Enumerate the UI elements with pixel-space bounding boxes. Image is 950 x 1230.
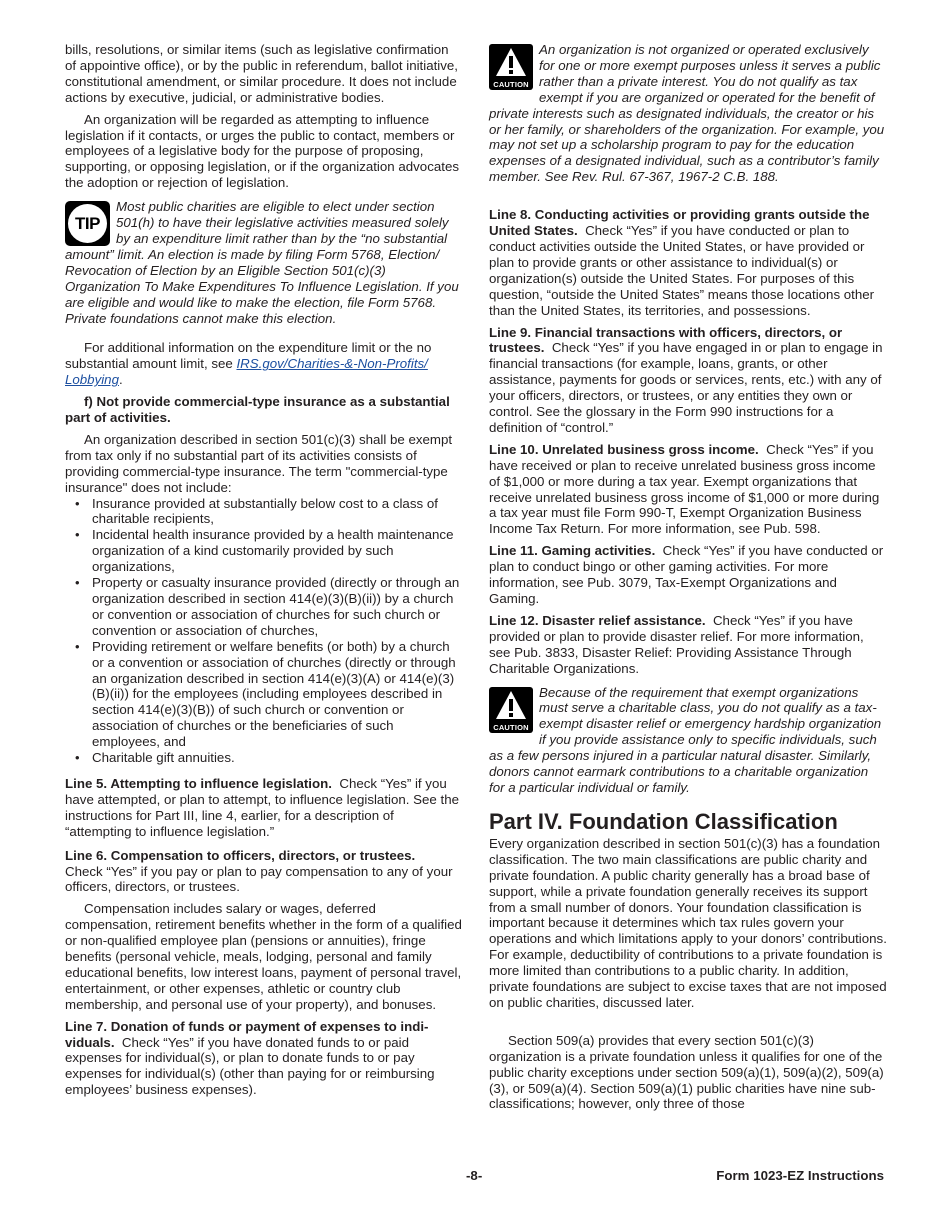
caution-icon — [489, 44, 533, 90]
line-5-text: Check “Yes” if you have attempted, or plan to attempt, to influence legislation. See the instructions for Part III, line 4, earlier, for a description of “attempting to influence legislation.” — [65, 775, 459, 839]
part-iv-heading: Part IV. Foundation Classification — [489, 808, 838, 834]
line-6-text: Check “Yes” if you pay or plan to pay compensation to any of your officers, directors, or trustees. — [65, 863, 453, 895]
list-item-text: Charitable gift annuities. — [92, 750, 235, 766]
line-8-section — [489, 207, 887, 318]
line-11-text: Check “Yes” if you have conducted or plan to conduct bingo or other gaming activities. For more information, see Pub. 3079, Tax-Exempt Organizations and Gaming. — [489, 543, 884, 606]
additional-info-text: For additional information on the expenditure limit or the no substantial amount limit, see — [65, 340, 432, 372]
line-10-section — [489, 442, 887, 537]
line-7-section — [65, 1019, 463, 1099]
line-7-text: Check “Yes” if you have donated funds to or paid expenses for individual(s), or plan to donate funds to or pay expenses for individual(s) (other than paying for or reimbursing employees’ business expenses). — [65, 1034, 435, 1098]
line-12-text: Check “Yes” if you have provided or plan to provide disaster relief. For more information, see Pub. 3833, Disaster Relief: Providing Assistance Through Charitable Organizations. — [489, 612, 864, 676]
paragraph-influence-definition: An organization will be regarded as attempting to influence legislation if it contacts, or urges the public to contact, members or employees of a legislative body for the purpose of proposing, supporting, or opposing legislation, or if the organization advocates the adoption or rejection of legislation. — [65, 111, 459, 191]
line-6-title: Line 6. Compensation to officers, directors, or trustees. — [65, 847, 416, 863]
tip-text: Most public charities are eligible to elect under section 501(h) to have their legislative activities measured solely by an expenditure limit rather than by the “no substantial amount” limit. An election is made by filing Form 5768, Election/ Revocation of Election by an Eligible Section 501(c)(3) Organization To Make Expenditures To Influence Legislation. If you are eligible and would like to make the election, file Form 5768. Private foundations cannot make this election. — [65, 199, 459, 326]
tip-icon — [65, 201, 110, 246]
list-item — [65, 575, 463, 639]
paragraph-insurance: An organization described in section 501(c)(3) shall be exempt from tax only if no substantial part of its activities consists of providing commercial-type insurance. The term "commercial-type insurance" does not include: — [65, 431, 453, 495]
line-9-title: Line 9. Financial transactions with officers, directors, or trustees. — [489, 324, 843, 356]
caution-text: An organization is not organized or operated exclusively for one or more exempt purposes unless it serves a public rather than a private interest. You do not qualify as tax exempt if you are organized or operated for the benefit of private interests such as designated individuals, the creator or his or her family, or shareholders of the organization. For example, you may not set up a scholarship program to pay for the education expenses of a designated individual, such as a contributor’s family member. See Rev. Rul. 67-367, 1967-2 C.B. 188. — [489, 42, 885, 185]
additional-info-end: . — [118, 372, 123, 388]
line-11-section — [489, 543, 887, 607]
line-5-title: Line 5. Attempting to influence legislation. — [65, 775, 332, 791]
heading-commercial-insurance-text: f) Not provide commercial-type insurance as a substantial part of activities. — [65, 394, 450, 426]
line-9-section — [489, 325, 887, 436]
list-item-text: Property or casualty insurance provided (directly or through an organization described in section 414(e)(3)(B)(ii)) by a church or convention or association of churches for such church or convention or association of churches, — [92, 575, 460, 638]
caution-text: Because of the requirement that exempt organizations must serve a charitable class, you do not qualify as a tax-exempt disaster relief or emergency hardship organization if you provide assistance only to specific individuals, such as a few persons injured in a particular natural disaster. Similarly, donors cannot earmark contributions to a charitable organization for a particular individual or family. — [489, 684, 882, 795]
list-item — [65, 639, 463, 750]
bullet-icon: • — [75, 638, 80, 654]
list-item-text: Insurance provided at substantially below cost to a class of charitable recipients, — [92, 495, 438, 527]
bullet-icon: • — [75, 527, 80, 543]
caution-note-disaster-relief — [489, 685, 887, 796]
paragraph-additional-info — [65, 340, 463, 388]
list-item — [65, 496, 463, 528]
line-6-section — [65, 848, 463, 896]
tip-icon-label: TIP — [68, 204, 107, 243]
bullet-icon: • — [75, 575, 80, 591]
line-5-section — [65, 776, 463, 840]
caution-note-private-interest — [489, 42, 887, 185]
list-item — [65, 750, 463, 766]
bullet-icon: • — [75, 750, 80, 766]
line-8-text: Check “Yes” if you have conducted or plan to conduct activities outside the United States, or have provided or plan to provide grants or other assistance to individual(s) or organization(s) outside the United States. For purposes of this question, “outside the United States” means those locations other than the United States, its territories, and possessions. — [489, 223, 875, 318]
left-column — [65, 42, 463, 1098]
paragraph-section-509a: Section 509(a) provides that every section 501(c)(3) organization is a private foundation unless it qualifies for one of the public charity exceptions under section 509(a)(1), 509(a)(2), 509(a)(3), or 509(a)(4). Section 509(a)(1) public charities have nine sub-classifications; however, only three of those — [489, 1032, 884, 1112]
warning-triangle-icon — [495, 47, 527, 77]
line-9-text: Check “Yes” if you have engaged in or plan to engage in financial transactions (for example, loans, grants, or other assistance, payments for goods or services, rents, etc.) with any of your officers, directors, or trustees, or any entities they own or control. See the glossary in the Form 990 instructions for a definition of “control.” — [489, 340, 883, 435]
line-11-title: Line 11. Gaming activities. — [489, 543, 656, 559]
line-7-title: Line 7. Donation of funds or payment of expenses to indi-viduals. — [65, 1018, 429, 1050]
caution-icon-label: CAUTION — [493, 80, 529, 89]
line-10-title: Line 10. Unrelated business gross income. — [489, 441, 759, 457]
right-column — [489, 42, 887, 1112]
paragraph-intro: bills, resolutions, or similar items (such as legislative confirmation of appointive office), or by the public in referendum, ballot initiative, constitutional amendment, or similar procedure. It does not include actions by executive, judicial, or administrative bodies. — [65, 42, 458, 105]
document-title: Form 1023-EZ Instructions — [716, 1168, 884, 1183]
caution-icon-label: CAUTION — [493, 722, 529, 732]
paragraph-foundation-classification: Every organization described in section 501(c)(3) has a foundation classification. The two main classifications are public charity and private foundation. A public charity generally has a broad base of support, while a private foundation generally receives its support from a small number of donors. Your foundation classification is important because it determines which tax rules govern your operations and which limitations apply to your donors’ contributions. For example, deductibility of contributions to a private foundation is more limited than contributions to a public charity. In addition, private foundations are subject to excise taxes that are not imposed on public charities, discussed later. — [489, 835, 887, 1010]
irs-lobbying-link[interactable]: IRS.gov/Charities-&-Non-Profits/ Lobbying — [65, 356, 428, 388]
caution-icon — [489, 687, 533, 733]
insurance-exclusions-list — [65, 496, 463, 766]
heading-commercial-insurance — [65, 394, 463, 426]
bullet-icon: • — [75, 495, 80, 511]
line-8-title: Line 8. Conducting activities or providing grants outside the United States. — [489, 207, 870, 239]
list-item-text: Incidental health insurance provided by a health maintenance organization of a kind customarily provided by such organizations, — [92, 527, 454, 575]
line-12-section — [489, 613, 887, 677]
page-number: -8- — [466, 1168, 483, 1183]
warning-triangle-icon — [495, 690, 527, 720]
tip-note — [65, 199, 463, 326]
list-item-text: Providing retirement or welfare benefits (or both) by a church or a convention or association of churches (directly or through an organization described in section 414(e)(3)(A) or 414(e)(3)(B)(ii)) for the employees (including employees described in section 414(e)(3)(B)) of such church or convention or association of churches or the beneficiaries of such employees, and — [92, 638, 456, 750]
paragraph-compensation: Compensation includes salary or wages, deferred compensation, retirement benefits whether in the form of a qualified or non-qualified employee plan (pensions or annuities), fringe benefits (personal vehicle, meals, lodging, personal and family educational benefits, low interest loans, payment of personal travel, entertainment, or other expenses, athletic or country club membership, and personal use of your property), and bonuses. — [65, 901, 462, 1012]
line-12-title: Line 12. Disaster relief assistance. — [489, 612, 706, 628]
line-10-text: Check “Yes” if you have received or plan to receive unrelated business gross income of $1,000 or more during a tax year. Exempt organizations that receive unrelated business gross income of $1,000 or more during a tax year must file Form 990-T, Exempt Organization Business Income Tax Return. For more information, see Pub. 598. — [489, 441, 880, 537]
list-item — [65, 527, 463, 575]
